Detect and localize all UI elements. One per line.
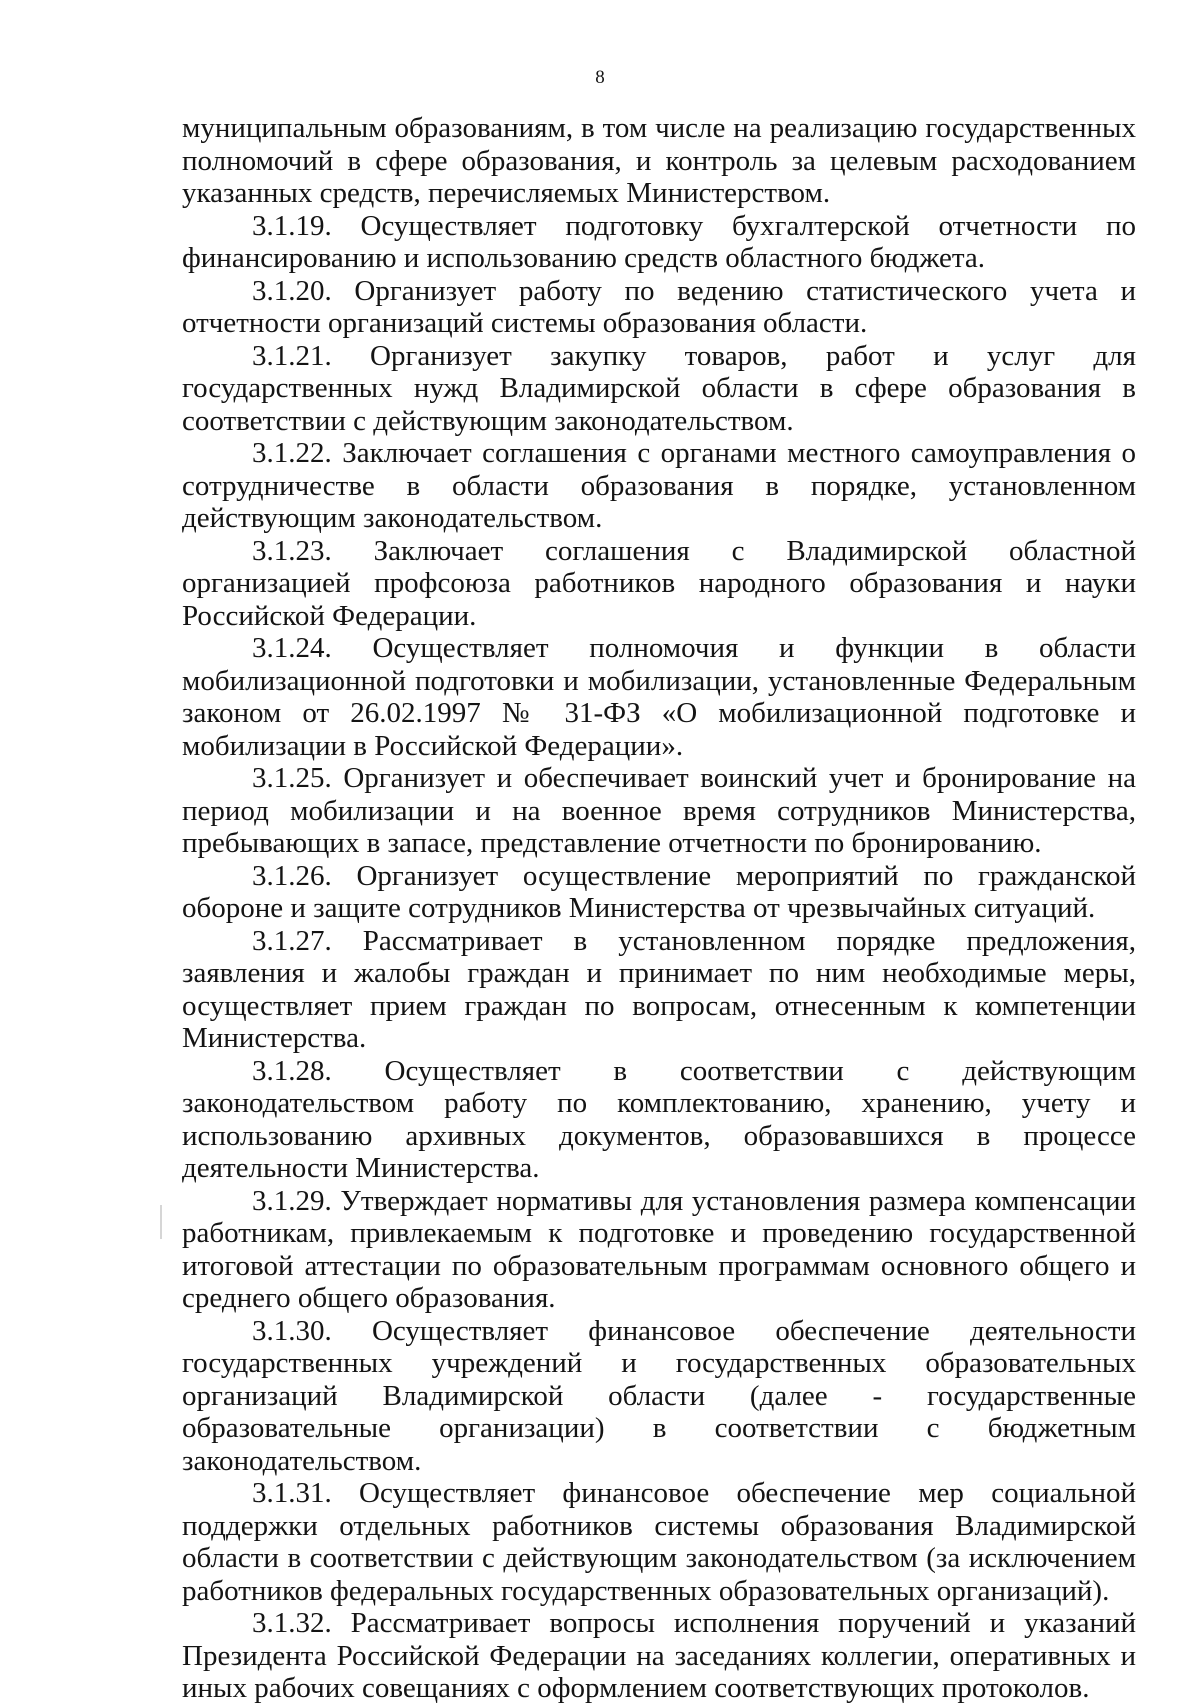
paragraph-3-1-30: 3.1.30. Осуществляет финансовое обеспечение деятельности государственных учреждений и государственных образовательных организаций Владимирской области (далее - государственные образовательные организации) в соответствии с бюджетным законодательством. bbox=[182, 1314, 1136, 1477]
paragraph-3-1-27: 3.1.27. Рассматривает в установленном порядке предложения, заявления и жалобы граждан и принимает по ним необходимые меры, осуществляет прием граждан по вопросам, отнесенным к компетенции Министерства. bbox=[182, 924, 1136, 1054]
paragraph-3-1-22: 3.1.22. Заключает соглашения с органами местного самоуправления о сотрудничестве в области образования в порядке, установленном действующим законодательством. bbox=[182, 437, 1136, 534]
scan-artifact bbox=[160, 1205, 162, 1239]
paragraph-3-1-29: 3.1.29. Утверждает нормативы для установления размера компенсации работникам, привлекаемым к подготовке и проведению государственной итоговой аттестации по образовательным программам основного общего и среднего общего образования. bbox=[182, 1184, 1136, 1314]
paragraph-3-1-23: 3.1.23. Заключает соглашения с Владимирской областной организацией профсоюза работников народного образования и науки Российской Федерации. bbox=[182, 534, 1136, 632]
paragraph-3-1-32: 3.1.32. Рассматривает вопросы исполнения поручений и указаний Президента Российской Федерации на заседаниях коллегии, оперативных и иных рабочих совещаниях с оформлением соответствующих протоколов. bbox=[182, 1607, 1136, 1704]
paragraph-3-1-19: 3.1.19. Осуществляет подготовку бухгалтерской отчетности по финансированию и использованию средств областного бюджета. bbox=[182, 209, 1136, 274]
paragraph-3-1-24: 3.1.24. Осуществляет полномочия и функции в области мобилизационной подготовки и мобилизации, установленные Федеральным законом от 26.02.1997 № 31-ФЗ «О мобилизационной подготовке и мобилизации в Российской Федерации». bbox=[182, 632, 1136, 762]
paragraph-3-1-28: 3.1.28. Осуществляет в соответствии с действующим законодательством работу по комплектованию, хранению, учету и использованию архивных документов, образовавшихся в процессе деятельности Министерства. bbox=[182, 1054, 1136, 1184]
paragraph-3-1-26: 3.1.26. Организует осуществление мероприятий по гражданской обороне и защите сотрудников Министерства от чрезвычайных ситуаций. bbox=[182, 859, 1136, 924]
paragraph-continuation: муниципальным образованиям, в том числе на реализацию государственных полномочий в сфере образования, и контроль за целевым расходованием указанных средств, перечисляемых Министерством. bbox=[182, 112, 1136, 209]
document-body bbox=[182, 112, 1136, 1705]
paragraph-3-1-25: 3.1.25. Организует и обеспечивает воинский учет и бронирование на период мобилизации и на военное время сотрудников Министерства, пребывающих в запасе, представление отчетности по бронированию. bbox=[182, 762, 1136, 859]
paragraph-3-1-31: 3.1.31. Осуществляет финансовое обеспечение мер социальной поддержки отдельных работников системы образования Владимирской области в соответствии с действующим законодательством (за исключением работников федеральных государственных образовательных организаций). bbox=[182, 1477, 1136, 1607]
paragraph-3-1-20: 3.1.20. Организует работу по ведению статистического учета и отчетности организаций системы образования области. bbox=[182, 274, 1136, 339]
paragraph-3-1-21: 3.1.21. Организует закупку товаров, работ и услуг для государственных нужд Владимирской области в сфере образования в соответствии с действующим законодательством. bbox=[182, 339, 1136, 437]
page-number: 8 bbox=[595, 67, 605, 88]
